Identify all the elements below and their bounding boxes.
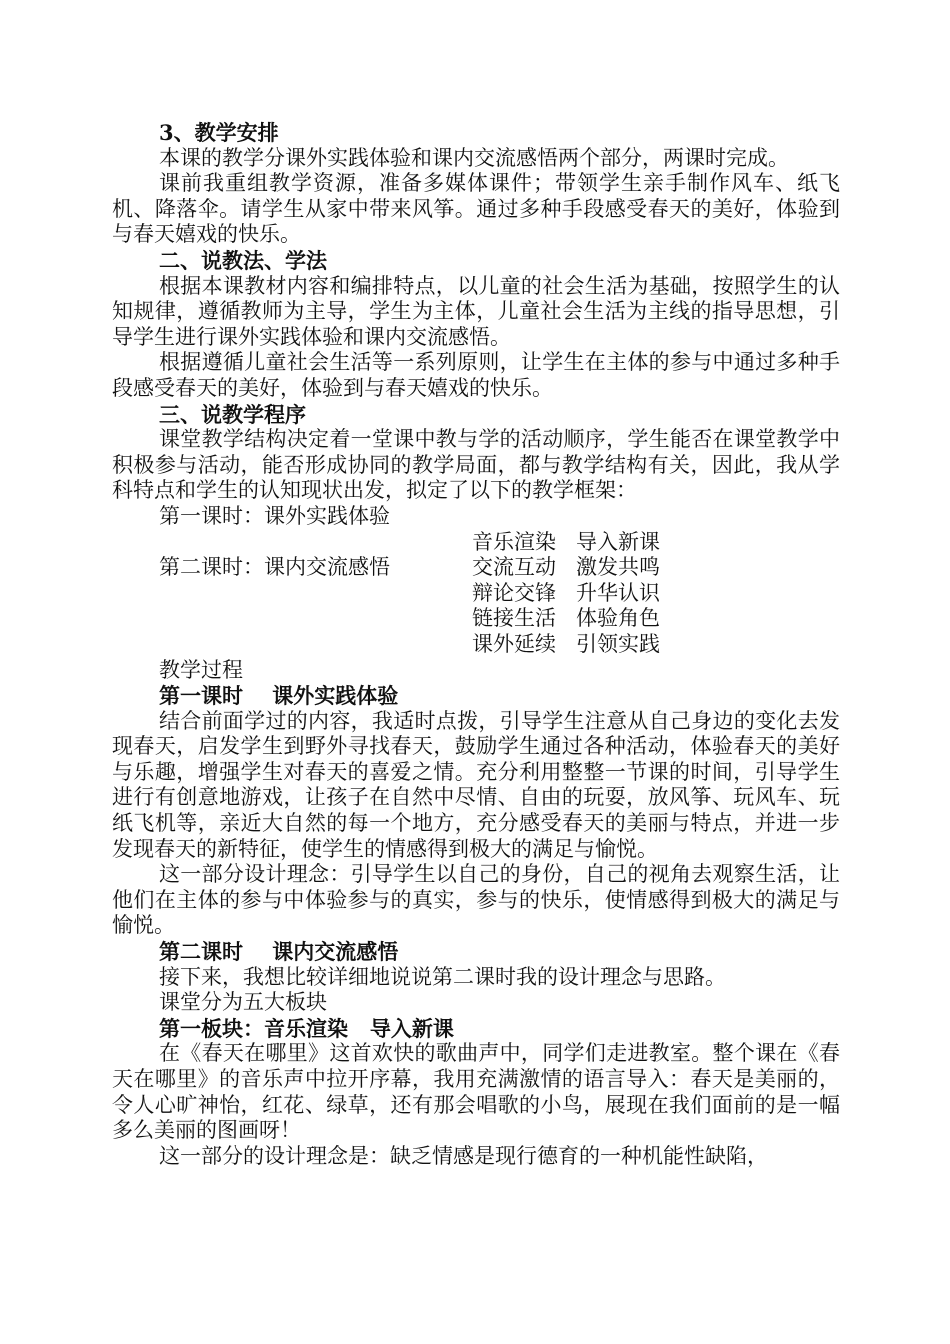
lesson-1-label: 第一课时：课外实践体验: [159, 503, 390, 528]
section-heading-teaching-arrangement: 3、教学安排: [159, 120, 279, 145]
paragraph-lesson-1-concept: 这一部分设计理念：引导学生以自己的身份，自己的视角去观察生活，让他们在主体的参与中体验参与的真实，参与的快乐，使情感得到极大的满足与愉悦。: [112, 862, 840, 938]
paragraph-block-1-concept: 这一部分的设计理念是：缺乏情感是现行德育的一种机能性缺陷，: [159, 1143, 768, 1168]
framework-step: 辩论交锋 升华认识: [472, 580, 661, 605]
block-1-heading: 第一板块：音乐渲染 导入新课: [159, 1015, 454, 1041]
framework-step: 交流互动 激发共鸣: [472, 555, 661, 580]
paragraph-block-1-body: 在《春天在哪里》这首欢快的歌曲声中，同学们走进教室。整个课在《春天在哪里》的音乐声中拉开序幕，我用充满激情的语言导入：春天是美丽的，令人心旷神怡，红花、绿草，还有那会唱歌的小鸟，展现在我们面前的是一幅多么美丽的图画呀！: [112, 1041, 840, 1143]
paragraph-five-blocks: 课堂分为五大板块: [159, 990, 327, 1015]
paragraph-procedure: 课堂教学结构决定着一堂课中教与学的活动顺序，学生能否在课堂教学中积极参与活动，能否形成协同的教学局面，都与教学结构有关，因此，我从学科特点和学生的认知现状出发，拟定了以下的教学框架：: [112, 427, 840, 503]
paragraph-methods-2: 根据遵循儿童社会生活等一系列原则，让学生在主体的参与中通过多种手段感受春天的美好，体验到与春天嬉戏的快乐。: [112, 350, 840, 400]
teaching-framework-schedule: [112, 504, 840, 658]
document-page: [112, 120, 840, 1169]
framework-step: 课外延续 引领实践: [472, 631, 661, 656]
lesson-1-heading: 第一课时 课外实践体验: [159, 683, 399, 709]
lesson-2-label: 第二课时：课内交流感悟: [159, 555, 390, 580]
paragraph-methods-1: 根据本课教材内容和编排特点，以儿童的社会生活为基础，按照学生的认知规律，遵循教师为主导，学生为主体，儿童社会生活为主线的指导思想，引导学生进行课外实践体验和课内交流感悟。: [112, 273, 840, 349]
teaching-process-label: 教学过程: [159, 657, 243, 682]
framework-step: 音乐渲染 导入新课: [472, 529, 661, 554]
framework-step: 链接生活 体验角色: [472, 606, 661, 631]
section-heading-methods: 二、说教法、学法: [159, 247, 327, 273]
paragraph-lesson-2-intro: 接下来，我想比较详细地说说第二课时我的设计理念与思路。: [159, 964, 726, 989]
section-heading-procedure: 三、说教学程序: [159, 401, 306, 427]
lesson-2-heading: 第二课时 课内交流感悟: [159, 939, 399, 965]
paragraph-preparation: 课前我重组教学资源，准备多媒体课件；带领学生亲手制作风车、纸飞机、降落伞。请学生从家中带来风筝。通过多种手段感受春天的美好，体验到与春天嬉戏的快乐。: [112, 171, 840, 247]
paragraph-arrangement: 本课的教学分课外实践体验和课内交流感悟两个部分，两课时完成。: [159, 145, 789, 170]
paragraph-lesson-1-body: 结合前面学过的内容，我适时点拨，引导学生注意从自己身边的变化去发现春天，启发学生到野外寻找春天，鼓励学生通过各种活动，体验春天的美好与乐趣，增强学生对春天的喜爱之情。充分利用整整一节课的时间，引导学生进行有创意地游戏，让孩子在自然中尽情、自由的玩耍，放风筝、玩风车、玩纸飞机等，亲近大自然的每一个地方，充分感受春天的美丽与特点，并进一步发现春天的新特征，使学生的情感得到极大的满足与愉悦。: [112, 708, 840, 861]
